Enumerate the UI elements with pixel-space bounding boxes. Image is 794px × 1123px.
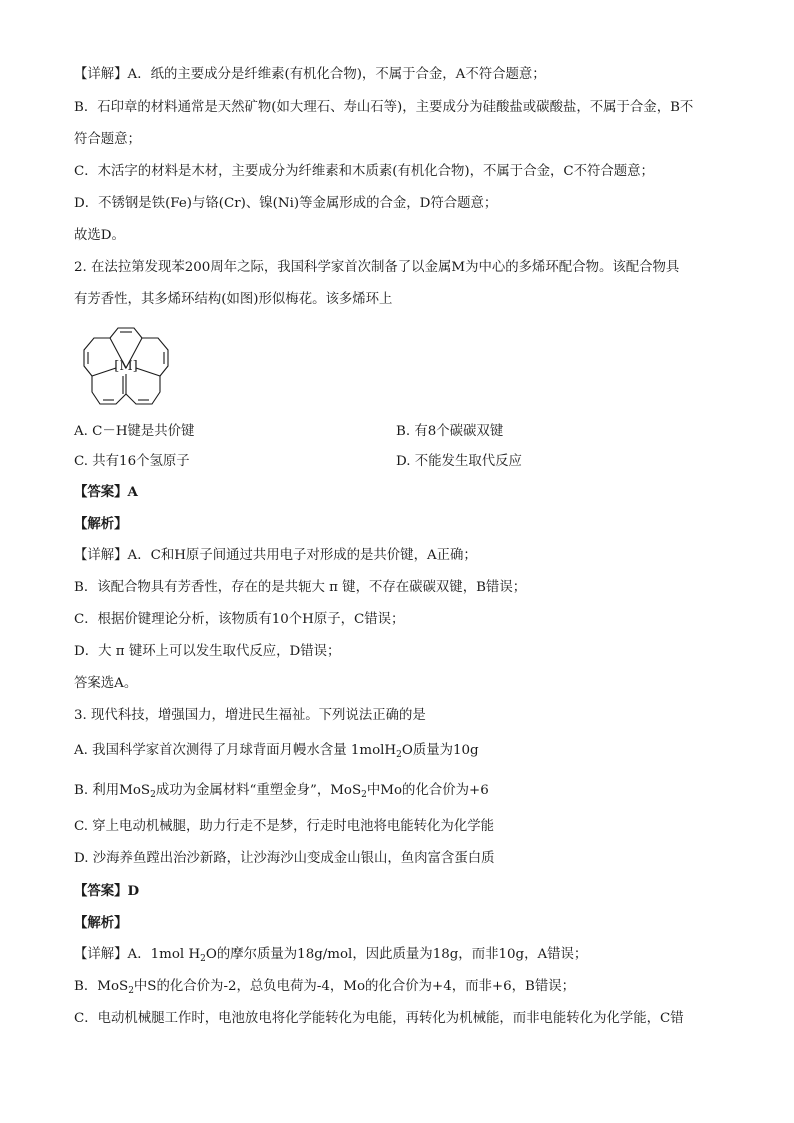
option-a: A. C－H键是共价键 (74, 424, 195, 439)
text-segment: A. 我国科学家首次测得了月球背面月幔水含量 1molH (74, 743, 397, 758)
explanation-line: 符合题意； (74, 132, 141, 147)
answer-label: 【答案】D (74, 883, 140, 899)
polyene-ring-diagram (70, 318, 180, 418)
text-segment: B. 利用MoS (74, 783, 151, 798)
subscript: 2 (128, 986, 134, 996)
conclusion-line: 故选D。 (74, 228, 125, 243)
subscript: 2 (200, 954, 206, 964)
answer-label: 【答案】A (74, 484, 138, 500)
q3-option-b (74, 782, 489, 800)
explanation-line: B．该配合物具有芳香性，存在的是共轭大 π 键，不存在碳碳双键，B错误； (74, 580, 527, 595)
explanation-line: B．石印章的材料通常是天然矿物(如大理石、寿山石等)，主要成分为硅酸盐或碳酸盐，不属于合金，B不 (74, 100, 694, 115)
explanation-line: C．木活字的材料是木材，主要成分为纤维素和木质素(有机化合物)，不属于合金，C不符合题意； (74, 164, 654, 179)
question-2-text: 有芳香性，其多烯环结构(如图)形似梅花。该多烯环上 (74, 292, 393, 307)
subscript: 2 (150, 790, 156, 800)
option-c: C. 共有16个氢原子 (74, 454, 190, 469)
q3-option-a (74, 742, 479, 760)
conclusion-line: 答案选A。 (74, 676, 138, 691)
text-segment: 【详解】A．1mol H (74, 947, 201, 962)
explanation-line: C．根据价键理论分析，该物质有10个H原子，C错误； (74, 612, 405, 627)
text-segment: 中Mo的化合价为+6 (366, 783, 489, 798)
question-2-text: 2. 在法拉第发现苯200周年之际，我国科学家首次制备了以金属M为中心的多烯环配合物。该配合物具 (74, 260, 680, 275)
metal-center-label: [M] (114, 359, 138, 374)
explanation-line: C．电动机械腿工作时，电池放电将化学能转化为电能，再转化为机械能，而非电能转化为化学能，C错 (74, 1011, 684, 1026)
subscript: 2 (396, 750, 402, 760)
explanation-line (74, 978, 575, 996)
text-segment: 中S的化合价为-2，总负电荷为-4，Mo的化合价为+4，而非+6，B错误； (133, 979, 576, 994)
explanation-line: 【详解】A．纸的主要成分是纤维素(有机化合物)，不属于合金，A不符合题意； (74, 67, 546, 82)
option-b: B. 有8个碳碳双键 (396, 424, 504, 439)
question-3-text: 3. 现代科技，增强国力，增进民生福祉。下列说法正确的是 (74, 708, 426, 723)
subscript: 2 (361, 790, 367, 800)
analysis-label: 【解析】 (74, 516, 128, 532)
explanation-line: 【详解】A．C和H原子间通过共用电子对形成的是共价键，A正确； (74, 548, 477, 563)
q3-option-d: D. 沙海养鱼蹚出治沙新路，让沙海沙山变成金山银山，鱼肉富含蛋白质 (74, 851, 495, 866)
explanation-line (74, 946, 587, 964)
analysis-label: 【解析】 (74, 915, 128, 931)
explanation-line: D．大 π 键环上可以发生取代反应，D错误； (74, 644, 341, 659)
text-segment: B．MoS (74, 979, 129, 994)
option-d: D. 不能发生取代反应 (396, 454, 522, 469)
q3-option-c: C. 穿上电动机械腿，助力行走不是梦，行走时电池将电能转化为化学能 (74, 819, 494, 834)
text-segment: O质量为10g (401, 743, 479, 758)
text-segment: O的摩尔质量为18g/mol，因此质量为18g，而非10g，A错误； (205, 947, 588, 962)
explanation-line: D．不锈钢是铁(Fe)与铬(Cr)、镍(Ni)等金属形成的合金，D符合题意； (74, 196, 498, 211)
text-segment: 成功为金属材料“重塑金身”，MoS (155, 783, 362, 798)
